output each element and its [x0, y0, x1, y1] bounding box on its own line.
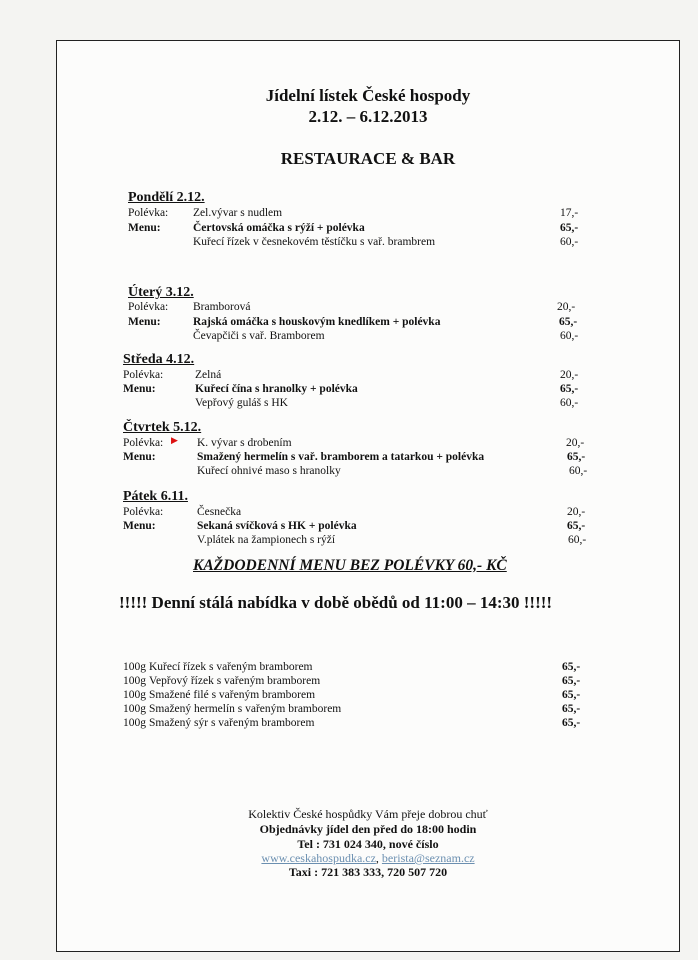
menu-title: Jídelní lístek České hospody	[265, 86, 471, 105]
friday-main-price: 65,-	[567, 520, 586, 532]
tuesday-alt-price: 60,-	[560, 330, 579, 342]
tuesday-menu-main: Rajská omáčka s houskovým knedlíkem + polévka	[193, 316, 441, 328]
monday-menu-main: Čertovská omáčka s rýží + polévka	[193, 222, 365, 234]
contact-separator: ,	[375, 851, 382, 865]
footer-orders: Objednávky jídel den před do 18:00 hodin	[259, 822, 477, 836]
thursday-soup-price: 20,-	[566, 437, 585, 449]
website-link[interactable]: www.ceskahospudka.cz	[261, 851, 376, 865]
daily-menu-banner: KAŽDODENNÍ MENU BEZ POLÉVKY 60,- KČ	[193, 557, 507, 574]
wednesday-alt-price: 60,-	[560, 397, 579, 409]
email-link[interactable]: berista@seznam.cz	[381, 851, 475, 865]
standing-qty: 100g	[123, 675, 146, 687]
menu-label: Menu:	[128, 316, 161, 328]
wednesday-soup: Zelná	[195, 369, 222, 381]
day-heading-tuesday: Úterý 3.12.	[128, 285, 194, 300]
soup-label: Polévka:	[123, 369, 164, 381]
monday-alt-dish: Kuřecí řízek v česnekovém těstíčku s vař. brambrem	[193, 236, 436, 248]
wednesday-main-price: 65,-	[560, 383, 579, 395]
menu-label: Menu:	[123, 383, 156, 395]
tuesday-soup-price: 20,-	[557, 301, 576, 313]
standing-price: 65,-	[562, 661, 581, 673]
footer-taxi: Taxi : 721 383 333, 720 507 720	[288, 865, 448, 879]
standing-price: 65,-	[562, 717, 581, 729]
restaurant-subtitle: RESTAURACE & BAR	[280, 149, 456, 168]
tuesday-soup: Bramborová	[193, 301, 251, 313]
menu-label: Menu:	[123, 520, 156, 532]
day-heading-monday: Pondělí 2.12.	[128, 190, 205, 205]
tuesday-alt-dish: Čevapčiči s vař. Bramborem	[193, 330, 325, 342]
footer-contacts	[57, 851, 679, 866]
standing-item: Smažený hermelín s vařeným bramborem	[149, 703, 342, 715]
monday-soup: Zel.vývar s nudlem	[193, 207, 283, 219]
footer-phone: Tel : 731 024 340, nové číslo	[297, 837, 439, 851]
standing-price: 65,-	[562, 703, 581, 715]
friday-alt-price: 60,-	[568, 534, 587, 546]
standing-price: 65,-	[562, 675, 581, 687]
thursday-soup: K. vývar s drobením	[197, 437, 292, 449]
friday-alt-dish: V.plátek na žampionech s rýží	[197, 534, 336, 546]
standing-qty: 100g	[123, 717, 146, 729]
day-heading-wednesday: Středa 4.12.	[123, 352, 195, 367]
wednesday-soup-price: 20,-	[560, 369, 579, 381]
date-range: 2.12. – 6.12.2013	[308, 107, 428, 126]
soup-label: Polévka:	[123, 437, 164, 449]
monday-alt-price: 60,-	[560, 236, 579, 248]
standing-offer-heading: !!!!! Denní stálá nabídka v době obědů od 11:00 – 14:30 !!!!!	[119, 593, 553, 612]
day-heading-thursday: Čtvrtek 5.12.	[123, 420, 202, 435]
thursday-alt-dish: Kuřecí ohnivé maso s hranolky	[197, 465, 341, 477]
wednesday-menu-main: Kuřecí čína s hranolky + polévka	[195, 383, 358, 395]
standing-item: Smažený sýr s vařeným bramborem	[149, 717, 315, 729]
standing-item: Vepřový řízek s vařeným bramborem	[149, 675, 321, 687]
wednesday-alt-dish: Vepřový guláš s HK	[195, 397, 288, 409]
menu-sheet	[56, 40, 680, 952]
monday-main-price: 65,-	[560, 222, 579, 234]
thursday-menu-main: Smažený hermelín s vař. bramborem a tatarkou + polévka	[197, 451, 485, 463]
friday-menu-main: Sekaná svíčková s HK + polévka	[197, 520, 357, 532]
standing-item: Kuřecí řízek s vařeným bramborem	[149, 661, 313, 673]
tuesday-main-price: 65,-	[559, 316, 578, 328]
friday-soup-price: 20,-	[567, 506, 586, 518]
standing-price: 65,-	[562, 689, 581, 701]
standing-qty: 100g	[123, 689, 146, 701]
menu-label: Menu:	[123, 451, 156, 463]
standing-item: Smažené filé s vařeným bramborem	[149, 689, 316, 701]
standing-qty: 100g	[123, 703, 146, 715]
day-heading-friday: Pátek 6.11.	[123, 489, 188, 504]
thursday-main-price: 65,-	[567, 451, 586, 463]
menu-label: Menu:	[128, 222, 161, 234]
friday-soup: Česnečka	[197, 506, 242, 518]
soup-label: Polévka:	[123, 506, 164, 518]
soup-label: Polévka:	[128, 207, 169, 219]
footer-greeting: Kolektiv České hospůdky Vám přeje dobrou chuť	[248, 807, 488, 821]
red-mark-icon: ▶	[171, 435, 178, 445]
standing-qty: 100g	[123, 661, 146, 673]
monday-soup-price: 17,-	[560, 207, 579, 219]
thursday-alt-price: 60,-	[569, 465, 588, 477]
soup-label: Polévka:	[128, 301, 169, 313]
